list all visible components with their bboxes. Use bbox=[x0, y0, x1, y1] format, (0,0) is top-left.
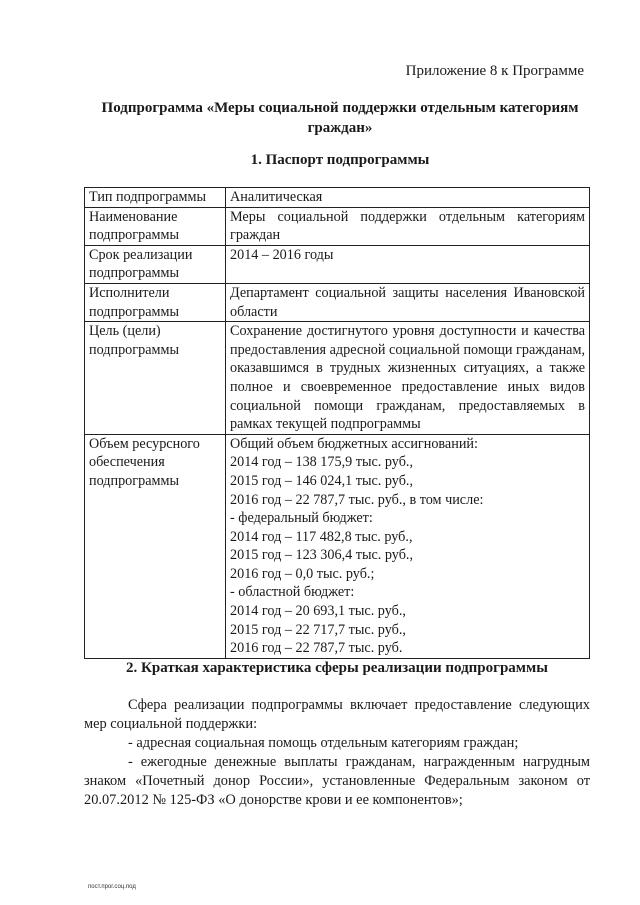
passport-value-cell bbox=[226, 434, 590, 658]
passport-table bbox=[84, 187, 590, 659]
passport-row bbox=[85, 207, 590, 245]
passport-value-cell bbox=[226, 207, 590, 245]
passport-value-line: 2014 год – 20 693,1 тыс. руб., bbox=[230, 603, 406, 620]
passport-value-cell bbox=[226, 283, 590, 321]
passport-value-line: Общий объем бюджетных ассигнований: bbox=[230, 435, 478, 452]
passport-value-line: 2015 год – 123 306,4 тыс. руб., bbox=[230, 547, 414, 564]
passport-value-line: 2016 год – 22 787,7 тыс. руб. bbox=[230, 640, 403, 657]
passport-label-cell bbox=[85, 322, 226, 435]
passport-label-line: подпрограммы bbox=[89, 303, 179, 320]
passport-value-line: Департамент социальной защиты населения Ивановской области bbox=[230, 284, 585, 320]
body-paragraph: - адресная социальная помощь отдельным категориям граждан; bbox=[128, 735, 519, 751]
section2-body bbox=[84, 696, 590, 810]
passport-label-line: Наименование bbox=[89, 208, 178, 225]
passport-label-cell bbox=[85, 245, 226, 283]
passport-row bbox=[85, 245, 590, 283]
passport-value-line: Меры социальной поддержки отдельным категориям граждан bbox=[230, 208, 585, 244]
passport-value-line: - федеральный бюджет: bbox=[230, 510, 373, 527]
passport-label-line: Срок реализации bbox=[89, 246, 193, 263]
passport-row bbox=[85, 322, 590, 435]
passport-label-line: Тип подпрограммы bbox=[89, 189, 207, 205]
passport-value-line: 2014 – 2016 годы bbox=[230, 246, 334, 263]
passport-label-cell bbox=[85, 434, 226, 658]
passport-value-line: 2014 год – 117 482,8 тыс. руб., bbox=[230, 528, 413, 545]
passport-label-line: подпрограммы bbox=[89, 472, 179, 489]
passport-label-line: подпрограммы bbox=[89, 341, 179, 358]
passport-row bbox=[85, 283, 590, 321]
footer-code: пост.прог.соц.под bbox=[88, 884, 136, 890]
passport-label-line: Исполнители bbox=[89, 284, 170, 301]
passport-value-line: Аналитическая bbox=[230, 189, 323, 205]
section2-heading: 2. Краткая характеристика сферы реализации подпрограммы bbox=[126, 660, 548, 676]
passport-label-line: обеспечения bbox=[89, 454, 165, 471]
passport-label-line: Объем ресурсного bbox=[89, 435, 200, 452]
passport-label-line: подпрограммы bbox=[89, 265, 179, 282]
subprogram-title: Подпрограмма «Меры социальной поддержки отдельным категориям граждан» bbox=[101, 100, 579, 136]
appendix-label: Приложение 8 к Программе bbox=[405, 63, 584, 79]
passport-value-cell bbox=[226, 322, 590, 435]
passport-label-cell bbox=[85, 207, 226, 245]
body-paragraph: Сфера реализации подпрограммы включает предоставление следующих мер социальной поддержки: bbox=[84, 697, 590, 732]
passport-value-line: - областной бюджет: bbox=[230, 584, 355, 601]
passport-value-line: 2015 год – 146 024,1 тыс. руб., bbox=[230, 472, 414, 489]
passport-row bbox=[85, 188, 590, 208]
passport-heading: 1. Паспорт подпрограммы bbox=[250, 152, 430, 168]
passport-value-line: 2016 год – 22 787,7 тыс. руб., в том числе: bbox=[230, 491, 484, 508]
passport-label-line: подпрограммы bbox=[89, 227, 179, 244]
passport-value-cell bbox=[226, 245, 590, 283]
passport-value-line: 2014 год – 138 175,9 тыс. руб., bbox=[230, 454, 414, 471]
body-paragraph: - ежегодные денежные выплаты гражданам, награжденным нагрудным знаком «Почетный донор России», установленные Федеральным законом от 20.07.2012 № 125-ФЗ «О донорстве крови и ее компонентов»; bbox=[84, 754, 590, 808]
passport-label-cell bbox=[85, 283, 226, 321]
passport-value-line: 2016 год – 0,0 тыс. руб.; bbox=[230, 565, 375, 582]
passport-value-line: Сохранение достигнутого уровня доступности и качества предоставления адресной социальной помощи гражданам, оказавшимся в трудных жизненных ситуациях, а также полное и своевременное предоставление иных видов социальной помощи гражданам, предоставляемых в рамках текущей подпрограммы bbox=[230, 323, 585, 433]
passport-value-cell bbox=[226, 188, 590, 208]
passport-label-cell bbox=[85, 188, 226, 208]
passport-value-line: 2015 год – 22 717,7 тыс. руб., bbox=[230, 621, 406, 638]
passport-row bbox=[85, 434, 590, 658]
passport-label-line: Цель (цели) bbox=[89, 323, 161, 340]
